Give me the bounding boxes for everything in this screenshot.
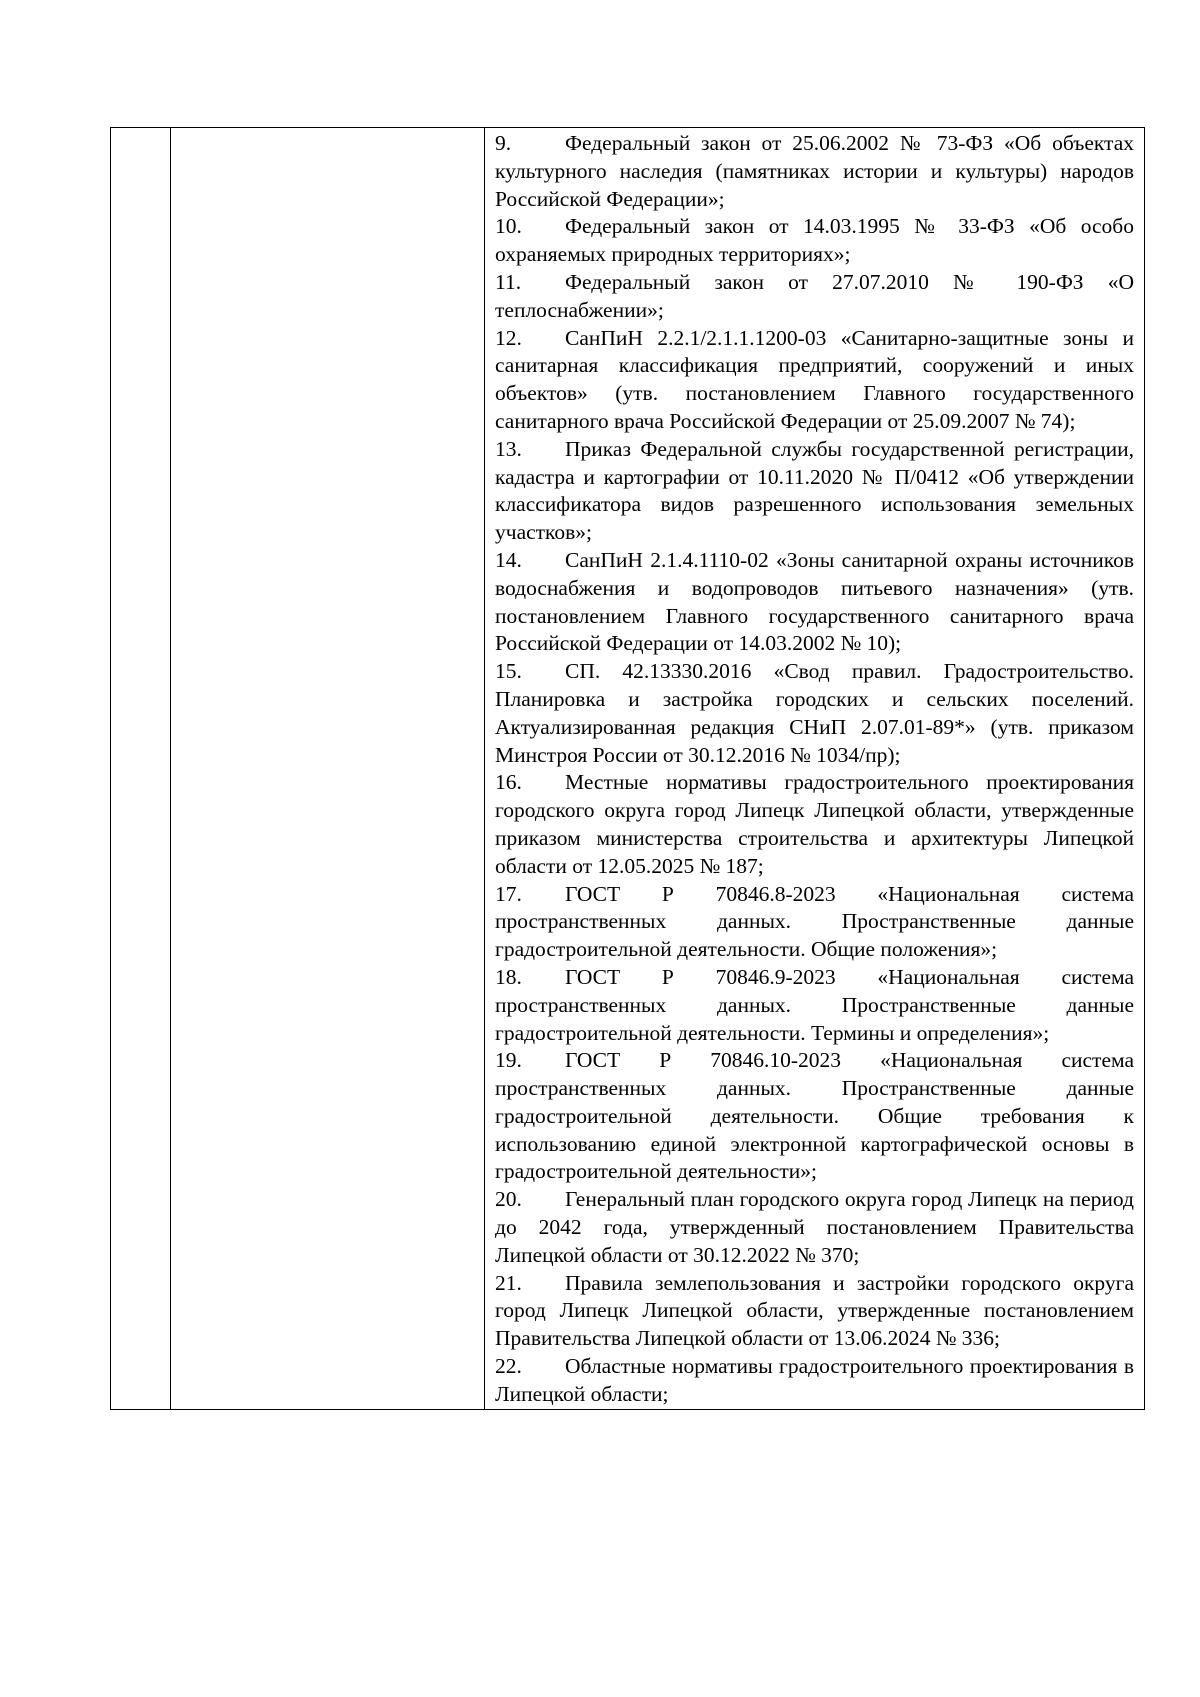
list-item (495, 130, 1134, 213)
list-item-text: Федеральный закон от 14.03.1995 № 33-ФЗ «Об особо охраняемых природных территориях»; (495, 214, 1134, 267)
document-table (110, 127, 1145, 1410)
list-item (495, 1047, 1134, 1186)
list-item-number: 9. (495, 131, 512, 155)
list-item-number: 15. (495, 659, 522, 684)
list-item (495, 658, 1134, 769)
list-item-number: 14. (495, 547, 522, 572)
list-item-number: 22. (495, 1354, 522, 1379)
list-item-number: 17. (495, 881, 522, 906)
list-item-text: СанПиН 2.2.1/2.1.1.1200-03 «Санитарно-защитные зоны и санитарная классификация предприятий, сооружений и иных объектов» (утв. постановлением Главного государственного санитарного врача Российской Федерации от 25.09.2007 № 74); (495, 325, 1134, 433)
list-item (495, 213, 1134, 269)
list-item-text: ГОСТ Р 70846.9-2023 «Национальная система пространственных данных. Пространственные данные градостроительной деятельности. Термины и определения»; (495, 964, 1134, 1045)
list-item-text: Правила землепользования и застройки городского округа город Липецк Липецкой области, утвержденные постановлением Правительства Липецкой области от 13.06.2024 № 336; (495, 1270, 1134, 1351)
table-row (111, 128, 1145, 1410)
list-item (495, 269, 1134, 325)
list-item-number: 12. (495, 325, 522, 350)
list-item-text: ГОСТ Р 70846.8-2023 «Национальная система пространственных данных. Пространственные данные градостроительной деятельности. Общие положения»; (495, 881, 1134, 962)
list-item-text: Приказ Федеральной службы государственной регистрации, кадастра и картографии от 10.11.2020 № П/0412 «Об утверждении классификатора видов разрешенного использования земельных участков»; (495, 436, 1134, 545)
list-item-text: Генеральный план городского округа город Липецк на период до 2042 года, утвержденный постановлением Правительства Липецкой области от 30.12.2022 № 370; (495, 1187, 1134, 1267)
list-item (495, 769, 1134, 880)
list-item (495, 881, 1134, 964)
list-item-text: Федеральный закон от 25.06.2002 № 73-ФЗ «Об объектах культурного наследия (памятниках истории и культуры) народов Российской Федерации»; (495, 131, 1134, 211)
table-cell-number (111, 128, 171, 1410)
list-item (495, 325, 1134, 436)
list-item-text: ГОСТ Р 70846.10-2023 «Национальная система пространственных данных. Пространственные данные градостроительной деятельности. Общие требования к использованию единой электронной картографической основы в градостроительной деятельности»; (495, 1048, 1134, 1184)
list-item-number: 21. (495, 1270, 522, 1295)
list-item (495, 547, 1134, 658)
list-item (495, 1186, 1134, 1269)
list-item-number: 20. (495, 1187, 522, 1212)
list-item-number: 10. (495, 214, 522, 239)
list-item-number: 11. (495, 269, 522, 294)
legal-acts-list (495, 130, 1134, 1409)
list-item (495, 964, 1134, 1047)
list-item (495, 1270, 1134, 1353)
list-item-number: 16. (495, 770, 522, 795)
list-item (495, 436, 1134, 547)
list-item-number: 13. (495, 436, 522, 461)
list-item-text: СП. 42.13330.2016 «Свод правил. Градостроительство. Планировка и застройка городских и сельских поселений. Актуализированная редакция СНиП 2.07.01-89*» (утв. приказом Минстроя России от 30.12.2016 № 1034/пр); (495, 659, 1134, 767)
list-item-text: Федеральный закон от 27.07.2010 № 190-ФЗ «О теплоснабжении»; (495, 269, 1134, 322)
list-item (495, 1353, 1134, 1409)
list-item-number: 18. (495, 964, 522, 989)
list-item-text: Местные нормативы градостроительного проектирования городского округа город Липецк Липецкой области, утвержденные приказом министерства строительства и архитектуры Липецкой области от 12.05.2025 № 187; (495, 770, 1134, 878)
table-cell-name (171, 128, 485, 1410)
list-item-number: 19. (495, 1048, 522, 1073)
list-item-text: Областные нормативы градостроительного проектирования в Липецкой области; (495, 1354, 1134, 1406)
list-item-text: СанПиН 2.1.4.1110-02 «Зоны санитарной охраны источников водоснабжения и водопроводов питьевого назначения» (утв. постановлением Главного государственного санитарного врача Российской Федерации от 14.03.2002 № 10); (495, 547, 1134, 656)
table-cell-content (485, 128, 1145, 1410)
